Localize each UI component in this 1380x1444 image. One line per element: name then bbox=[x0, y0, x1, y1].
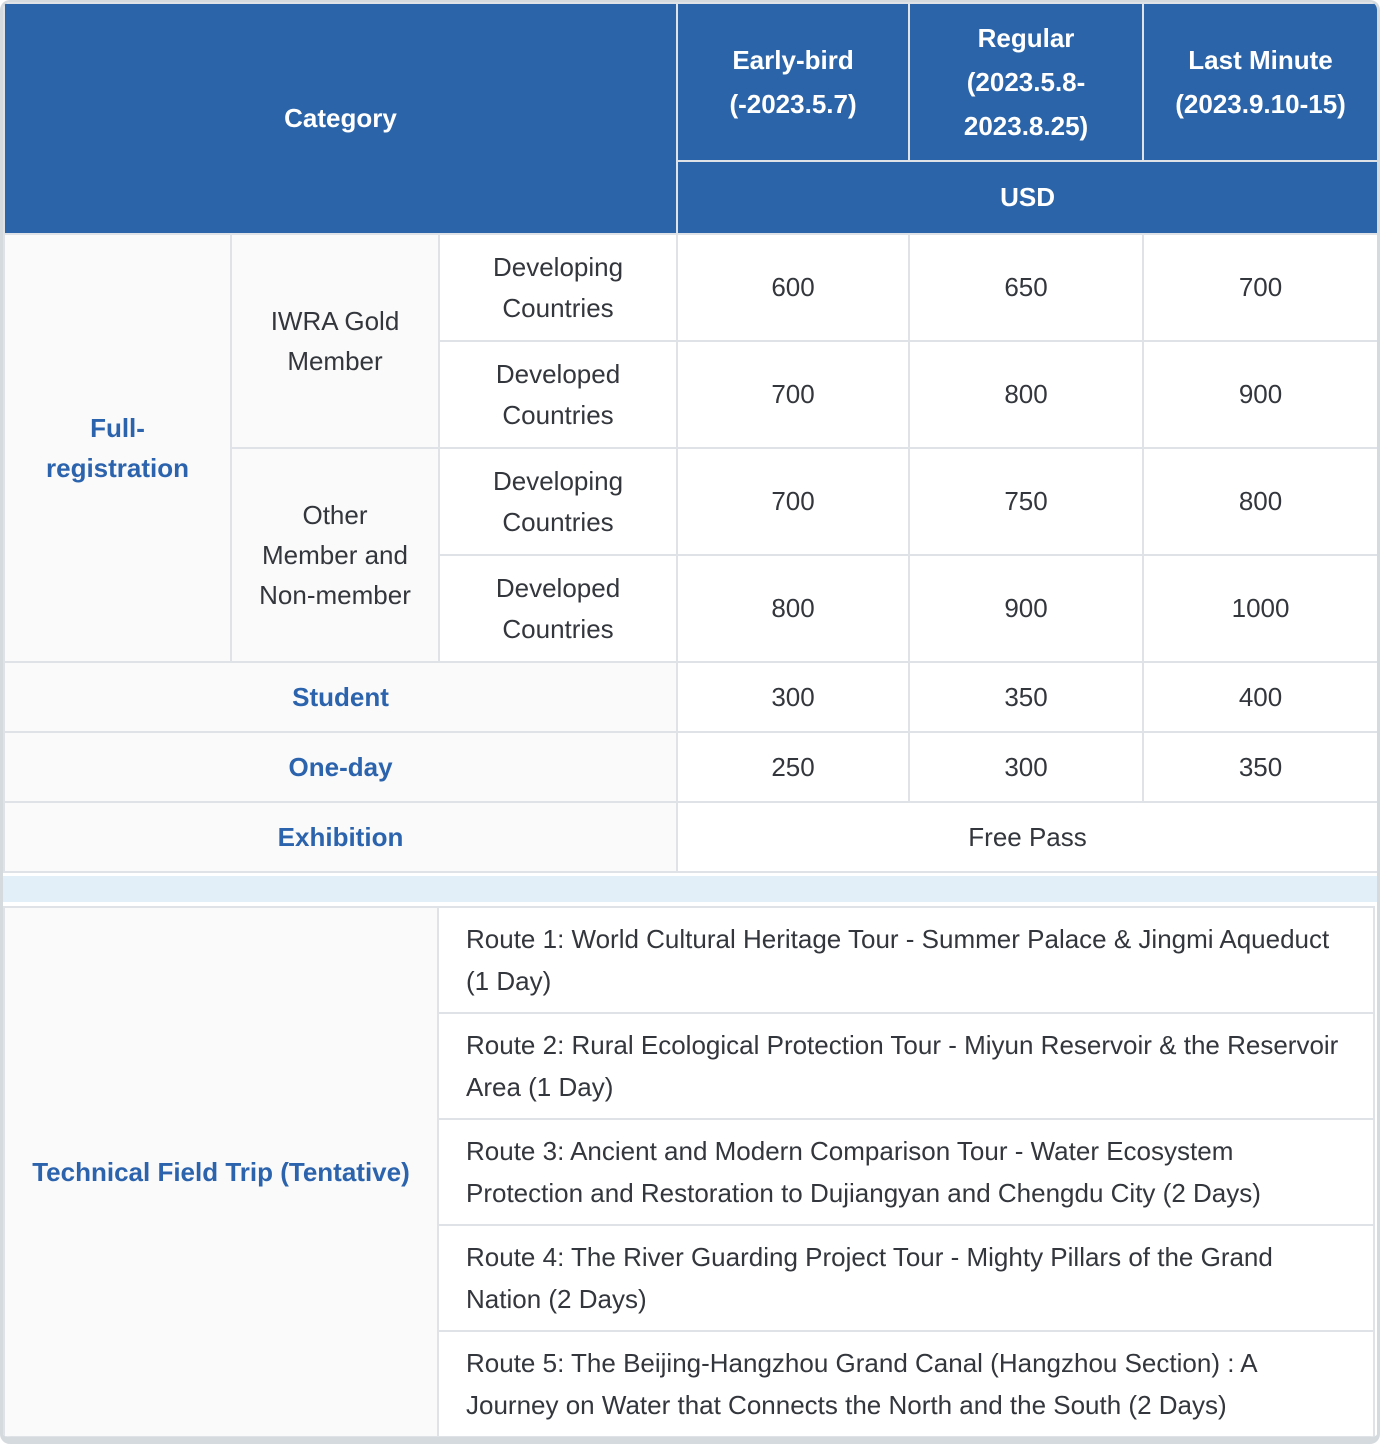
price-cell: 600 bbox=[677, 234, 909, 341]
price-cell: 300 bbox=[677, 662, 909, 732]
last-minute-column-header: Last Minute (2023.9.10-15) bbox=[1143, 3, 1378, 161]
route-cell: Route 4: The River Guarding Project Tour - Mighty Pillars of the Grand Nation (2 Days) bbox=[438, 1225, 1374, 1331]
price-cell: 750 bbox=[909, 448, 1143, 555]
price-cell: 700 bbox=[677, 448, 909, 555]
price-cell: 250 bbox=[677, 732, 909, 802]
price-cell: 700 bbox=[1143, 234, 1378, 341]
price-cell: 300 bbox=[909, 732, 1143, 802]
table-row bbox=[4, 234, 1378, 341]
country-label-cell: Developed Countries bbox=[439, 341, 677, 448]
regular-column-header: Regular (2023.5.8-2023.8.25) bbox=[909, 3, 1143, 161]
table-row bbox=[4, 732, 1378, 802]
usd-header-cell: USD bbox=[677, 161, 1378, 234]
route-cell: Route 2: Rural Ecological Protection Tour - Miyun Reservoir & the Reservoir Area (1 Day) bbox=[438, 1013, 1374, 1119]
category-header-cell: Category bbox=[4, 3, 677, 234]
separator-band bbox=[3, 876, 1377, 902]
price-cell: 650 bbox=[909, 234, 1143, 341]
student-label-cell: Student bbox=[4, 662, 677, 732]
price-cell: 800 bbox=[909, 341, 1143, 448]
other-member-label-cell: Other Member and Non-member bbox=[231, 448, 439, 662]
one-day-label-cell: One-day bbox=[4, 732, 677, 802]
exhibition-label-cell: Exhibition bbox=[4, 802, 677, 872]
price-cell: 900 bbox=[909, 555, 1143, 662]
price-cell: 400 bbox=[1143, 662, 1378, 732]
country-label-cell: Developing Countries bbox=[439, 234, 677, 341]
country-label-cell: Developing Countries bbox=[439, 448, 677, 555]
early-bird-column-header: Early-bird (-2023.5.7) bbox=[677, 3, 909, 161]
route-cell: Route 1: World Cultural Heritage Tour - Summer Palace & Jingmi Aqueduct (1 Day) bbox=[438, 907, 1374, 1013]
price-cell: 350 bbox=[909, 662, 1143, 732]
price-cell: 800 bbox=[1143, 448, 1378, 555]
price-cell: 350 bbox=[1143, 732, 1378, 802]
price-cell: 1000 bbox=[1143, 555, 1378, 662]
price-cell: 800 bbox=[677, 555, 909, 662]
iwra-gold-member-label-cell: IWRA Gold Member bbox=[231, 234, 439, 448]
table-row bbox=[4, 662, 1378, 732]
pricing-table bbox=[3, 2, 1379, 873]
field-trip-label-cell: Technical Field Trip (Tentative) bbox=[4, 907, 438, 1437]
table-row bbox=[4, 802, 1378, 872]
full-registration-label-cell: Full-registration bbox=[4, 234, 231, 662]
price-cell: 700 bbox=[677, 341, 909, 448]
header-row bbox=[4, 3, 1378, 161]
country-label-cell: Developed Countries bbox=[439, 555, 677, 662]
price-cell: 900 bbox=[1143, 341, 1378, 448]
table-row bbox=[4, 907, 1374, 1013]
route-cell: Route 5: The Beijing-Hangzhou Grand Canal (Hangzhou Section) : A Journey on Water that Connects the North and the South (2 Days) bbox=[438, 1331, 1374, 1437]
free-pass-cell: Free Pass bbox=[677, 802, 1378, 872]
field-trip-table bbox=[3, 906, 1375, 1438]
route-cell: Route 3: Ancient and Modern Comparison Tour - Water Ecosystem Protection and Restoration to Dujiangyan and Chengdu City (2 Days) bbox=[438, 1119, 1374, 1225]
